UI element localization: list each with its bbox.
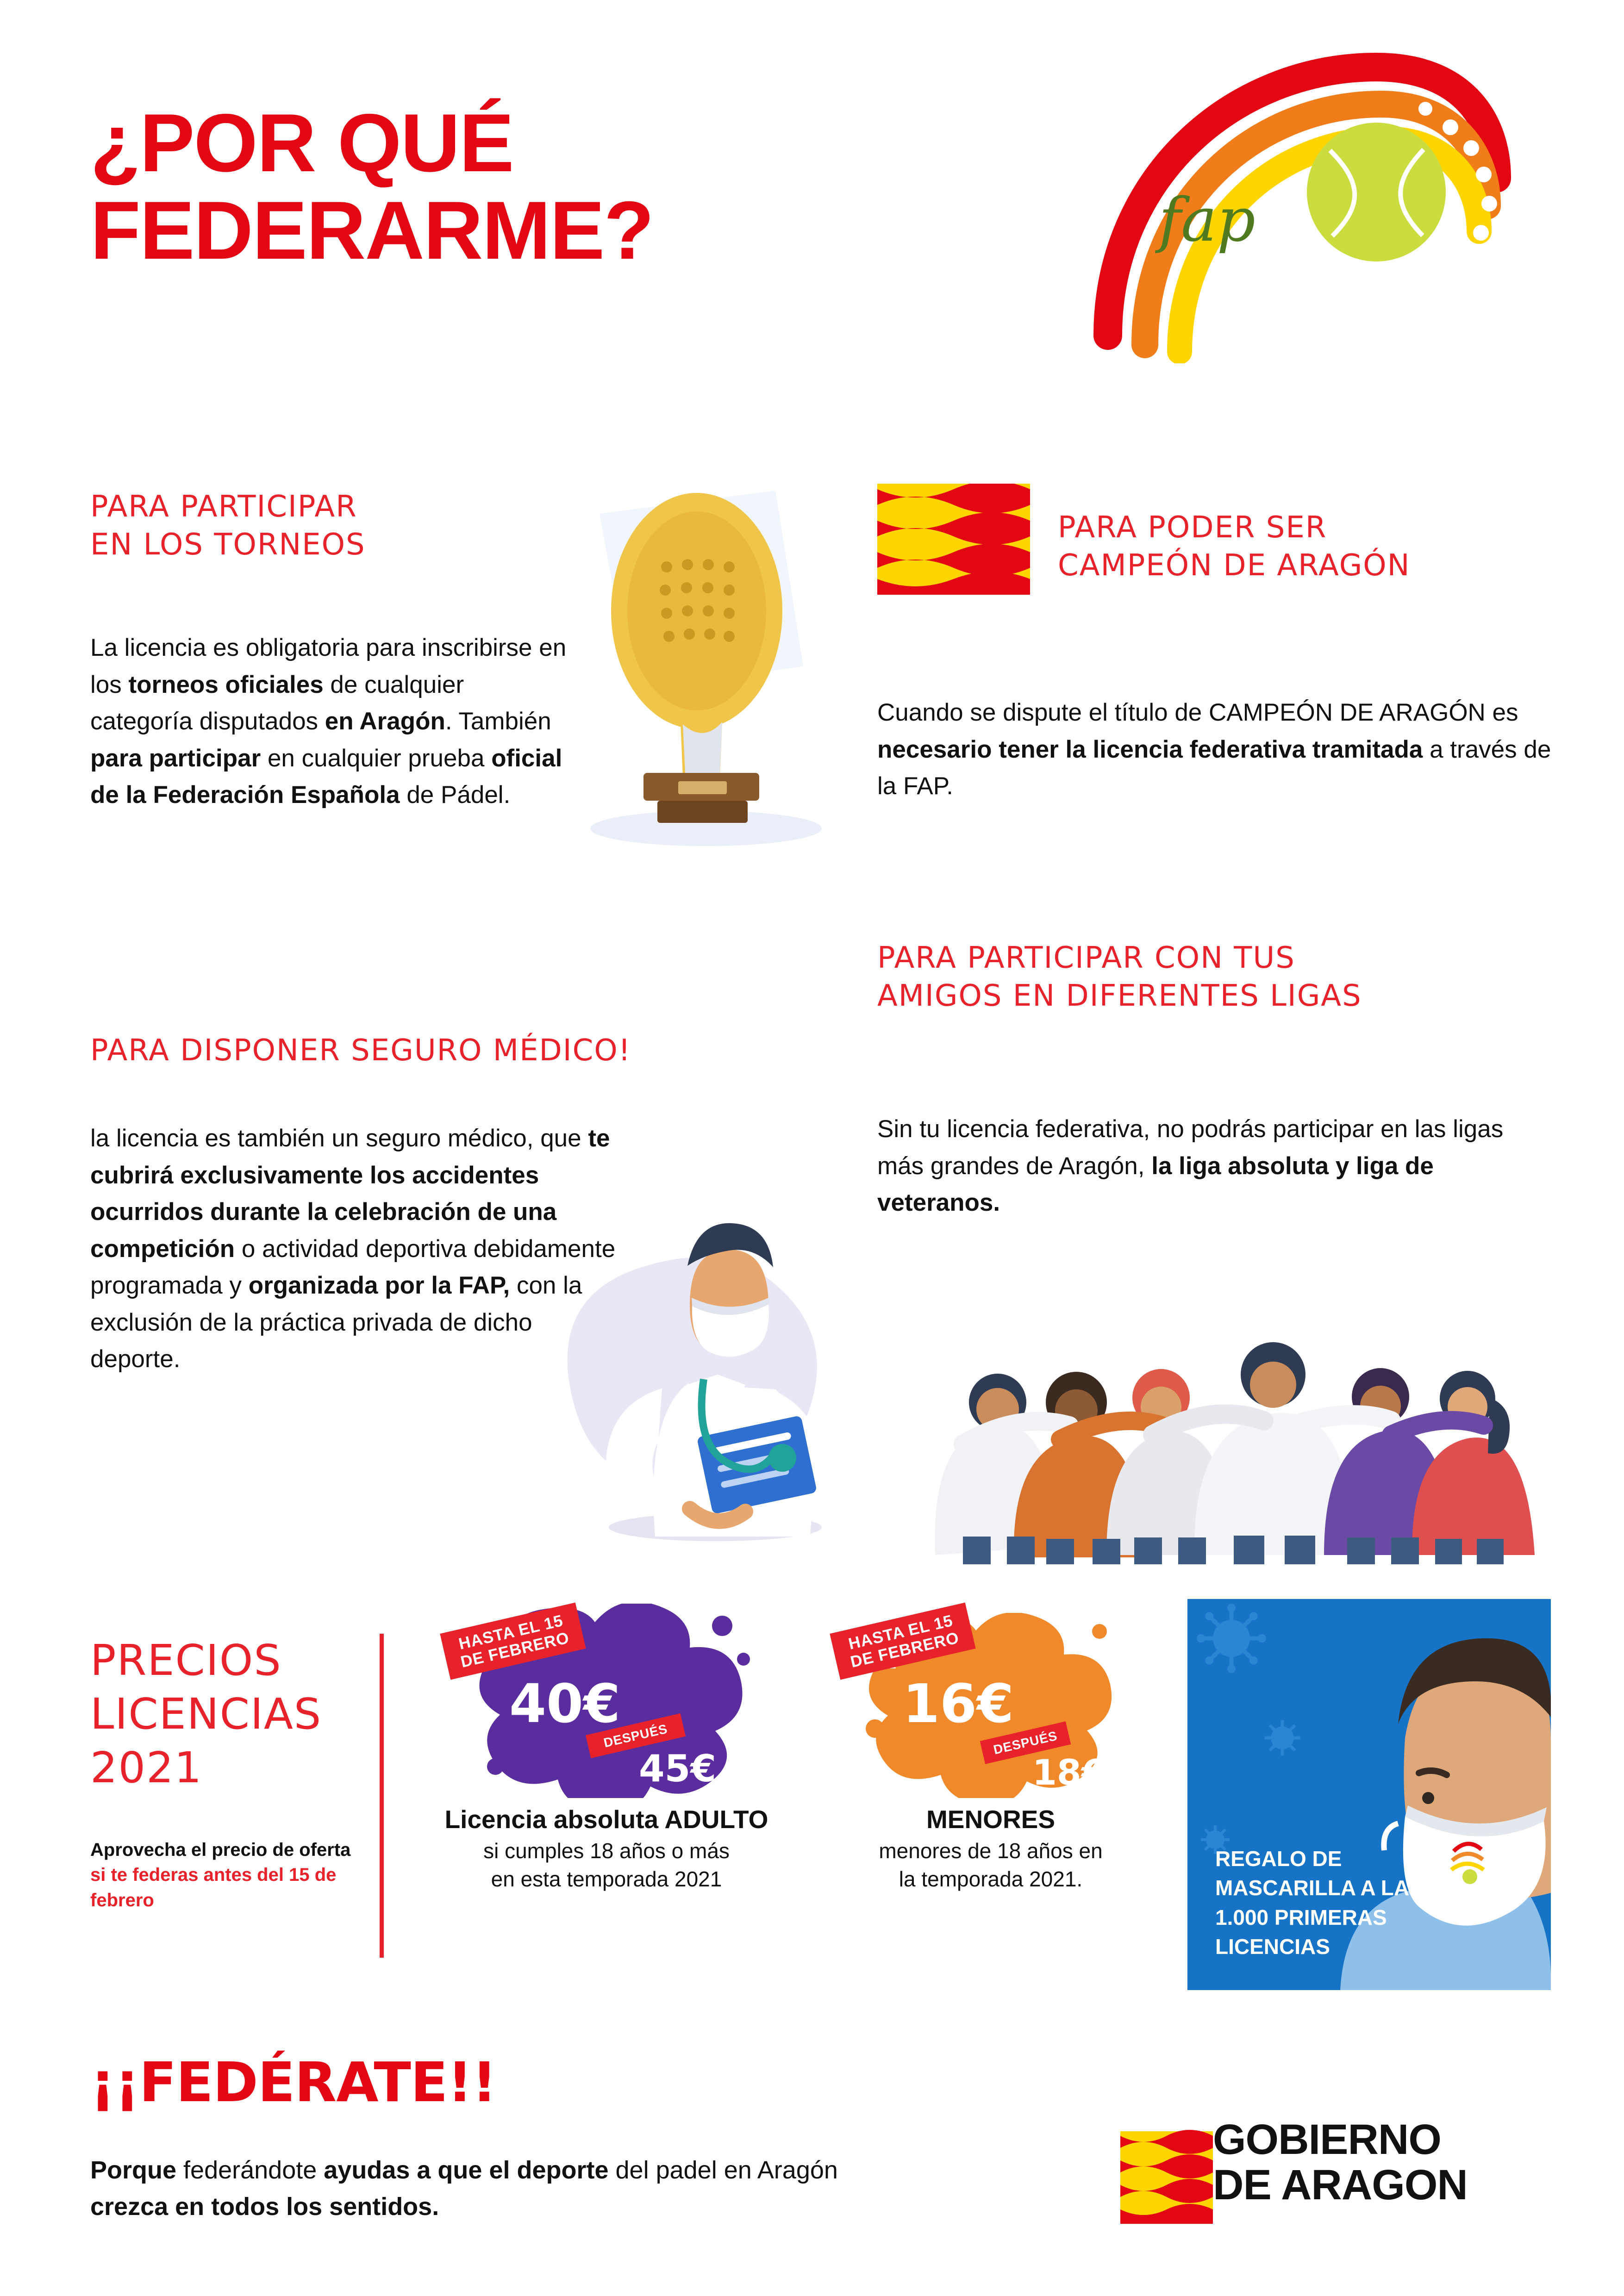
- price-card-menores: [829, 1599, 1153, 1892]
- adulto-ribbon: HASTA EL 15 DE FEBRERO: [440, 1603, 586, 1680]
- menores-price-after: 18€: [1032, 1752, 1106, 1793]
- adulto-price-main: 40€: [509, 1673, 621, 1735]
- mask-line-3: 1.000 PRIMERAS: [1215, 1905, 1387, 1929]
- adulto-caption-line-3: en esta temporada 2021: [491, 1867, 722, 1892]
- title-line-1: ¿POR QUÉ: [90, 97, 513, 189]
- heading-line-1: PARA PARTICIPAR: [90, 490, 357, 524]
- gov-line-2: DE ARAGON: [1213, 2161, 1468, 2209]
- mask-line-1: REGALO DE: [1215, 1847, 1342, 1871]
- heading-line-2: AMIGOS EN DIFERENTES LIGAS: [877, 978, 1362, 1013]
- section-heading-torneos: [90, 488, 553, 564]
- adulto-price-after: 45€: [639, 1747, 716, 1790]
- menores-caption-bold: MENORES: [926, 1805, 1056, 1834]
- prices-title-line-2: LICENCIAS: [90, 1689, 322, 1739]
- prices-note: Aprovecha el precio de oferta si te federas antes del 15 de febrero: [90, 1840, 351, 1910]
- adulto-caption-line-2: si cumples 18 años o más: [483, 1838, 730, 1863]
- mask-promo-text: [1215, 1844, 1433, 1962]
- federate-cta: ¡¡FEDÉRATE!!: [90, 2050, 497, 2114]
- menores-caption: [829, 1803, 1153, 1894]
- doctor-illustration: [551, 1185, 866, 1546]
- section-body-ligas: Sin tu licencia federativa, no podrás participar en las ligas más grandes de Aragón, la liga absoluta y liga de veteranos.: [877, 1115, 1504, 1216]
- menores-ribbon: HASTA EL 15 DE FEBRERO: [830, 1603, 975, 1680]
- heading-line-2: CAMPEÓN DE ARAGÓN: [1058, 548, 1411, 583]
- prices-divider: [380, 1634, 384, 1958]
- adulto-caption: [440, 1803, 773, 1894]
- gobierno-aragon-wordmark: [1213, 2117, 1468, 2208]
- prices-title-line-1: PRECIOS: [90, 1636, 282, 1685]
- heading-line-1: PARA PARTICIPAR CON TUS: [877, 941, 1295, 975]
- heading-line-1: PARA DISPONER SEGURO MÉDICO!: [90, 1033, 631, 1068]
- section-body-torneos: La licencia es obligatoria para inscribirse en los torneos oficiales de cualquier categoría disputados en Aragón. También para participar en cualquier prueba oficial de la Federación Española de Pádel.: [90, 634, 567, 809]
- adulto-caption-line-1: Licencia absoluta: [444, 1805, 665, 1834]
- menores-price-main: 16€: [903, 1673, 1014, 1735]
- mask-line-2: MASCARILLA A LAS: [1215, 1876, 1424, 1900]
- menores-after-label: DESPUÉS: [980, 1721, 1071, 1764]
- adulto-after-label: DESPUÉS: [586, 1713, 686, 1758]
- friends-group-illustration: [907, 1250, 1551, 1564]
- prices-title: [90, 1634, 414, 1795]
- mask-promo-box: [1187, 1599, 1551, 1990]
- price-card-adulto: [440, 1599, 773, 1892]
- aragon-flag-icon: [877, 484, 1030, 595]
- section-body-campeon: Cuando se dispute el título de CAMPEÓN DE ARAGÓN es necesario tener la licencia federativa tramitada a través de la FAP.: [877, 699, 1551, 800]
- title-line-2: FEDERARME?: [90, 184, 654, 276]
- page-title: [90, 97, 1062, 276]
- section-heading-seguro: [90, 1032, 738, 1070]
- heading-line-2: EN LOS TORNEOS: [90, 527, 366, 562]
- fap-logo: [1080, 39, 1524, 363]
- menores-caption-line-3: la temporada 2021.: [899, 1867, 1083, 1892]
- trophy-illustration: [544, 472, 868, 856]
- heading-line-1: PARA PODER SER: [1058, 510, 1327, 545]
- menores-caption-line-2: menores de 18 años en: [879, 1838, 1103, 1863]
- federate-text: Porque federándote ayudas a que el deporte del padel en Aragón crezca en todos los sentidos.: [90, 2156, 838, 2221]
- prices-title-line-3: 2021: [90, 1742, 203, 1792]
- gov-line-1: GOBIERNO: [1213, 2116, 1441, 2163]
- section-heading-campeon: [1058, 509, 1567, 585]
- svg-text:fap: fap: [1159, 185, 1255, 255]
- adulto-caption-bold: ADULTO: [664, 1805, 768, 1834]
- mask-line-4: LICENCIAS: [1215, 1935, 1330, 1959]
- section-heading-ligas: [877, 940, 1549, 1015]
- section-body-seguro: la licencia es también un seguro médico, que te cubrirá exclusivamente los accidentes ocurridos durante la celebración de una competición o actividad deportiva debidamente programada y organizada por la FAP, con la exclusión de la práctica privada de dicho deporte.: [90, 1125, 616, 1373]
